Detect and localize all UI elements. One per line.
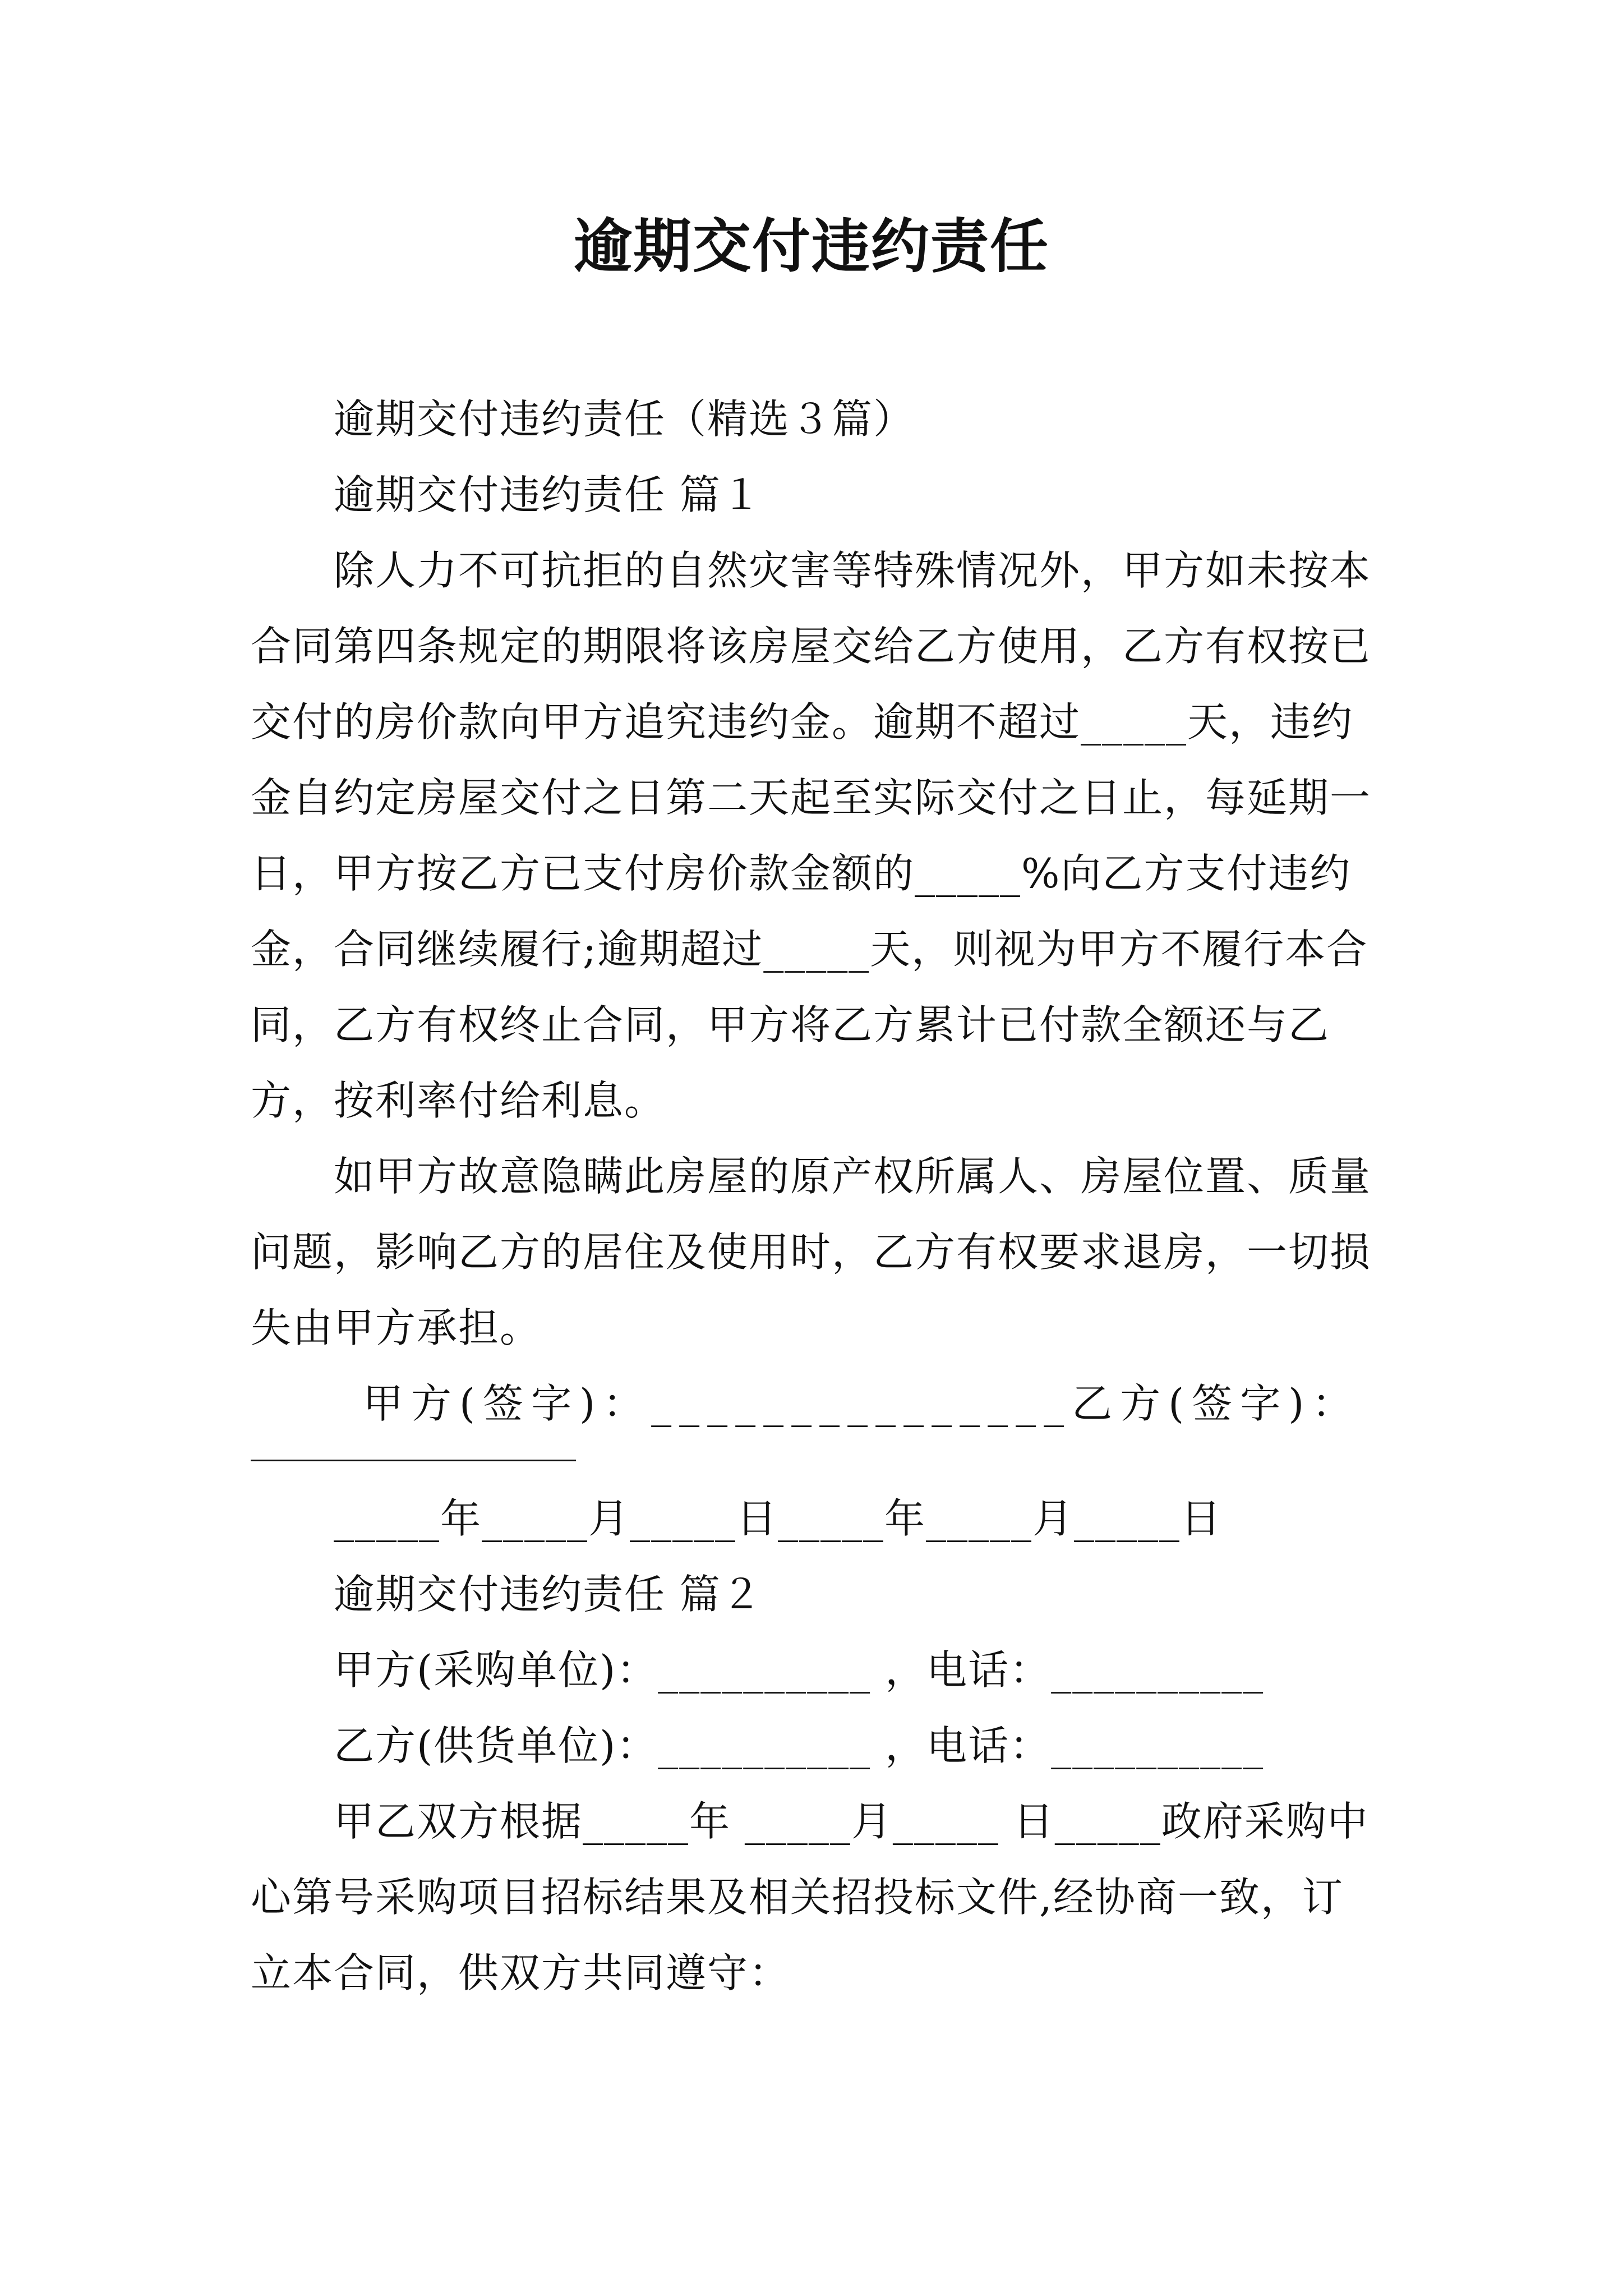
part1-paragraph-2: 如甲方故意隐瞒此房屋的原产权所属人、房屋位置、质量问题，影响乙方的居住及使用时，乙方有权要求退房，一切损失由甲方承担。 xyxy=(251,1153,1372,1351)
document-body xyxy=(251,381,1384,2011)
document-title: 逾期交付违约责任 xyxy=(573,211,1049,280)
party-b-line: 乙方(供货单位)：__________ ，电话：__________ xyxy=(334,1722,1265,1769)
part2-heading: 逾期交付违约责任 篇２ xyxy=(334,1571,763,1618)
signature-line: 甲方(签字)：_______________乙方(签字)： xyxy=(363,1380,1361,1427)
signature-underline xyxy=(251,1442,1384,1481)
intro-line: 逾期交付违约责任（精选３篇） xyxy=(334,395,915,443)
party-a-line: 甲方(采购单位)：__________ ，电话：__________ xyxy=(334,1646,1265,1694)
part1-heading: 逾期交付违约责任 篇１ xyxy=(334,471,763,518)
date-line: _____年_____月_____日_____年_____月_____日 xyxy=(334,1495,1223,1542)
part2-paragraph-1: 甲乙双方根据_____年 _____月_____ 日_____政府采购中心第号采购项目招标结果及相关招投标文件,经协商一致，订立本合同，供双方共同遵守： xyxy=(251,1798,1369,1996)
part1-paragraph-1: 除人力不可抗拒的自然灾害等特殊情况外，甲方如未按本合同第四条规定的期限将该房屋交给乙方使用，乙方有权按已交付的房价款向甲方追究违约金。逾期不超过_____天，违约金自约定房屋交付之日第二天起至实际交付之日止，每延期一日，甲方按乙方已支付房价款金额的_____%向乙方支付违约金，合同继续履行;逾期超过_____天，则视为甲方不履行本合同，乙方有权终止合同，甲方将乙方累计已付款全额还与乙方，按利率付给利息。 xyxy=(251,547,1372,1124)
